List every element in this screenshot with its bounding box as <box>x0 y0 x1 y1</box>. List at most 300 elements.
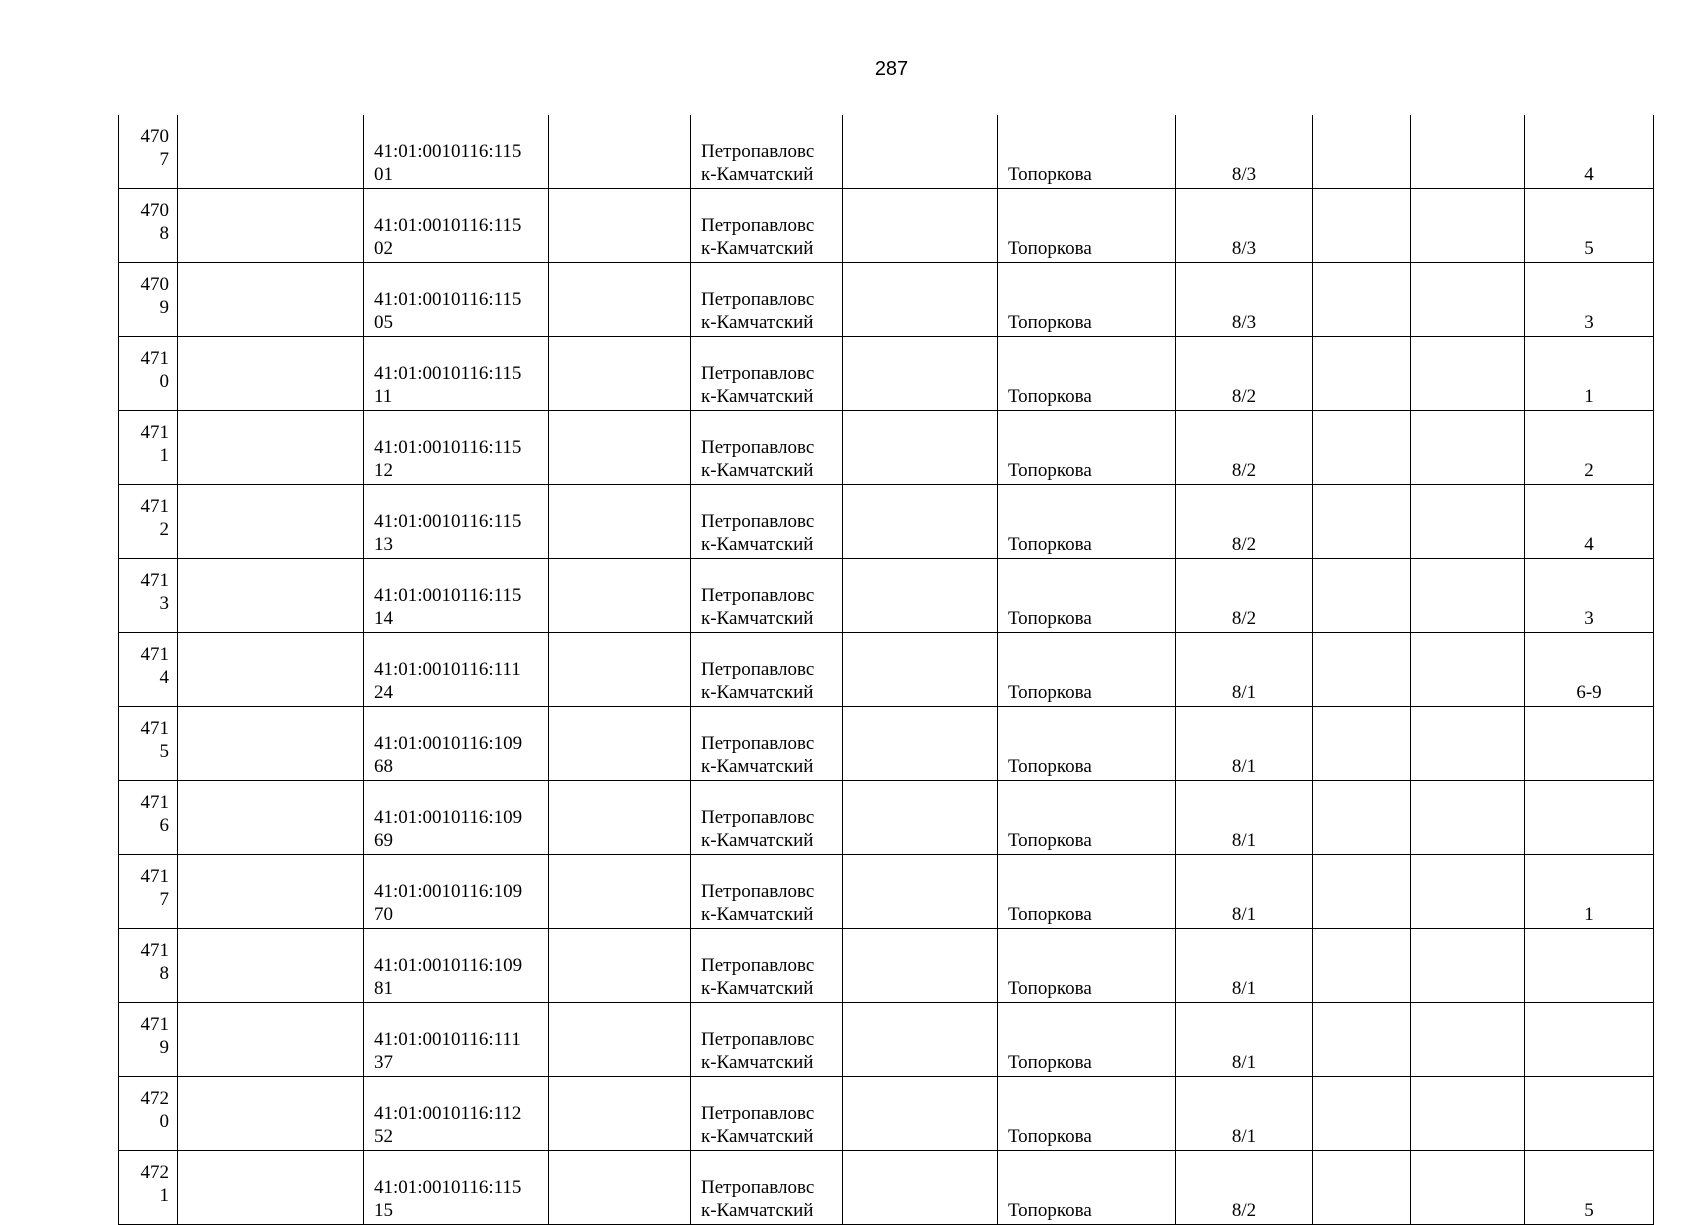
flat-cell <box>1525 115 1654 189</box>
row-number-line: 471 <box>140 866 169 887</box>
empty-cell <box>1411 189 1525 263</box>
empty-cell <box>843 855 998 929</box>
city-cell <box>691 781 843 855</box>
city-cell <box>691 189 843 263</box>
empty-cell <box>1313 1151 1411 1225</box>
empty-cell <box>1411 1151 1525 1225</box>
street-text: Топоркова <box>1008 978 1092 999</box>
row-number-cell <box>119 559 178 633</box>
empty-cell <box>1411 1003 1525 1077</box>
empty-cell <box>549 337 691 411</box>
house-text: 8/1 <box>1231 1052 1257 1073</box>
city-cell <box>691 411 843 485</box>
row-number-cell <box>119 855 178 929</box>
empty-cell <box>1313 929 1411 1003</box>
empty-cell <box>843 707 998 781</box>
cadastral-number-line: 41:01:0010116:109 <box>374 733 523 754</box>
street-text: Топоркова <box>1008 1200 1092 1221</box>
house-cell <box>1176 1151 1313 1225</box>
flat-cell <box>1525 855 1654 929</box>
empty-cell <box>178 411 364 485</box>
empty-cell <box>549 115 691 189</box>
cadastral-number-cell <box>364 1003 549 1077</box>
row-number-line: 0 <box>159 371 169 392</box>
city-line: к-Камчатский <box>701 460 814 481</box>
street-text: Топоркова <box>1008 608 1092 629</box>
empty-cell <box>1313 189 1411 263</box>
row-number-line: 1 <box>159 445 169 466</box>
row-number-cell <box>119 929 178 1003</box>
row-number-cell <box>119 485 178 559</box>
city-line: к-Камчатский <box>701 830 814 851</box>
empty-cell <box>549 485 691 559</box>
city-cell <box>691 559 843 633</box>
house-cell <box>1176 485 1313 559</box>
empty-cell <box>1411 411 1525 485</box>
flat-text: 3 <box>1584 312 1594 333</box>
flat-text: 5 <box>1584 238 1594 259</box>
flat-cell <box>1525 485 1654 559</box>
house-text: 8/2 <box>1231 386 1257 407</box>
table-row <box>119 559 1654 633</box>
street-text: Топоркова <box>1008 238 1092 259</box>
cadastral-number-cell <box>364 855 549 929</box>
street-cell <box>998 411 1176 485</box>
house-text: 8/1 <box>1231 756 1257 777</box>
city-line: Петропавловс <box>701 1029 815 1050</box>
cadastral-number-cell <box>364 633 549 707</box>
street-cell <box>998 707 1176 781</box>
empty-cell <box>843 1151 998 1225</box>
city-cell <box>691 485 843 559</box>
empty-cell <box>843 633 998 707</box>
empty-cell <box>178 781 364 855</box>
cadastral-number-cell <box>364 485 549 559</box>
empty-cell <box>1313 411 1411 485</box>
empty-cell <box>178 559 364 633</box>
empty-cell <box>1313 1003 1411 1077</box>
table-row <box>119 263 1654 337</box>
row-number-cell <box>119 263 178 337</box>
cadastral-number-line: 41:01:0010116:112 <box>374 1103 522 1124</box>
city-line: Петропавловс <box>701 1103 815 1124</box>
city-line: к-Камчатский <box>701 312 814 333</box>
street-cell <box>998 1077 1176 1151</box>
city-cell <box>691 1003 843 1077</box>
row-number-line: 4 <box>159 667 169 688</box>
row-number-cell <box>119 1003 178 1077</box>
table-row <box>119 189 1654 263</box>
empty-cell <box>1313 263 1411 337</box>
house-text: 8/1 <box>1231 682 1257 703</box>
house-cell <box>1176 929 1313 1003</box>
house-cell <box>1176 189 1313 263</box>
street-text: Топоркова <box>1008 164 1092 185</box>
empty-cell <box>1313 1077 1411 1151</box>
row-number-cell <box>119 411 178 485</box>
cadastral-number-line: 02 <box>374 238 393 259</box>
row-number-line: 1 <box>159 1185 169 1206</box>
house-cell <box>1176 1003 1313 1077</box>
empty-cell <box>1411 337 1525 411</box>
empty-cell <box>843 1077 998 1151</box>
city-line: Петропавловс <box>701 511 815 532</box>
street-text: Топоркова <box>1008 312 1092 333</box>
cadastral-number-cell <box>364 781 549 855</box>
cadastral-number-line: 41:01:0010116:109 <box>374 955 523 976</box>
city-cell <box>691 1151 843 1225</box>
city-cell <box>691 855 843 929</box>
row-number-cell <box>119 781 178 855</box>
house-cell <box>1176 559 1313 633</box>
empty-cell <box>843 189 998 263</box>
city-line: Петропавловс <box>701 659 815 680</box>
house-cell <box>1176 1077 1313 1151</box>
city-line: к-Камчатский <box>701 164 814 185</box>
empty-cell <box>1411 559 1525 633</box>
empty-cell <box>843 929 998 1003</box>
empty-cell <box>178 707 364 781</box>
row-number-cell <box>119 633 178 707</box>
row-number-line: 7 <box>159 149 169 170</box>
table-row <box>119 929 1654 1003</box>
empty-cell <box>178 337 364 411</box>
city-line: к-Камчатский <box>701 608 814 629</box>
flat-cell <box>1525 929 1654 1003</box>
city-line: к-Камчатский <box>701 534 814 555</box>
empty-cell <box>178 1003 364 1077</box>
street-text: Топоркова <box>1008 534 1092 555</box>
house-text: 8/2 <box>1231 608 1257 629</box>
row-number-cell <box>119 189 178 263</box>
row-number-line: 6 <box>159 815 169 836</box>
cadastral-number-cell <box>364 1077 549 1151</box>
city-line: к-Камчатский <box>701 1052 814 1073</box>
house-text: 8/2 <box>1231 460 1257 481</box>
row-number-line: 470 <box>140 200 169 221</box>
empty-cell <box>843 781 998 855</box>
street-cell <box>998 337 1176 411</box>
street-text: Топоркова <box>1008 904 1092 925</box>
house-text: 8/2 <box>1231 534 1257 555</box>
house-cell <box>1176 411 1313 485</box>
empty-cell <box>843 411 998 485</box>
cadastral-number-line: 41:01:0010116:109 <box>374 881 523 902</box>
row-number-line: 471 <box>140 496 169 517</box>
cadastral-number-cell <box>364 263 549 337</box>
row-number-cell <box>119 337 178 411</box>
table-row <box>119 115 1654 189</box>
city-line: к-Камчатский <box>701 238 814 259</box>
street-cell <box>998 115 1176 189</box>
flat-cell <box>1525 1003 1654 1077</box>
cadastral-number-line: 41:01:0010116:115 <box>374 289 522 310</box>
empty-cell <box>1411 633 1525 707</box>
city-line: Петропавловс <box>701 141 815 162</box>
street-text: Топоркова <box>1008 830 1092 851</box>
flat-text: 6-9 <box>1576 682 1602 703</box>
street-cell <box>998 633 1176 707</box>
empty-cell <box>1411 485 1525 559</box>
empty-cell <box>549 263 691 337</box>
empty-cell <box>178 1151 364 1225</box>
city-line: Петропавловс <box>701 1177 815 1198</box>
flat-text: 4 <box>1584 164 1594 185</box>
house-cell <box>1176 263 1313 337</box>
street-text: Топоркова <box>1008 1052 1092 1073</box>
table-row <box>119 485 1654 559</box>
city-cell <box>691 929 843 1003</box>
city-line: Петропавловс <box>701 955 815 976</box>
city-line: Петропавловс <box>701 807 815 828</box>
empty-cell <box>549 633 691 707</box>
empty-cell <box>1313 485 1411 559</box>
table-row <box>119 781 1654 855</box>
street-cell <box>998 1151 1176 1225</box>
house-cell <box>1176 115 1313 189</box>
empty-cell <box>178 189 364 263</box>
empty-cell <box>549 559 691 633</box>
flat-text: 4 <box>1584 534 1594 555</box>
row-number-line: 5 <box>159 741 169 762</box>
flat-cell <box>1525 411 1654 485</box>
empty-cell <box>1313 559 1411 633</box>
empty-cell <box>549 707 691 781</box>
house-cell <box>1176 855 1313 929</box>
cadastral-number-line: 01 <box>374 164 393 185</box>
table-row <box>119 633 1654 707</box>
city-line: Петропавловс <box>701 733 815 754</box>
city-line: к-Камчатский <box>701 978 814 999</box>
row-number-line: 470 <box>140 126 169 147</box>
empty-cell <box>1411 929 1525 1003</box>
flat-text: 3 <box>1584 608 1594 629</box>
cadastral-number-line: 81 <box>374 978 393 999</box>
row-number-cell <box>119 1077 178 1151</box>
row-number-line: 470 <box>140 274 169 295</box>
house-cell <box>1176 337 1313 411</box>
row-number-cell <box>119 115 178 189</box>
cadastral-number-line: 15 <box>374 1200 393 1221</box>
house-cell <box>1176 781 1313 855</box>
row-number-line: 9 <box>159 1037 169 1058</box>
street-cell <box>998 1003 1176 1077</box>
empty-cell <box>843 485 998 559</box>
flat-cell <box>1525 1151 1654 1225</box>
city-line: к-Камчатский <box>701 386 814 407</box>
empty-cell <box>178 485 364 559</box>
empty-cell <box>178 263 364 337</box>
city-cell <box>691 633 843 707</box>
street-cell <box>998 263 1176 337</box>
row-number-line: 471 <box>140 570 169 591</box>
cadastral-number-line: 41:01:0010116:115 <box>374 141 522 162</box>
cadastral-number-line: 37 <box>374 1052 393 1073</box>
street-cell <box>998 485 1176 559</box>
flat-cell <box>1525 337 1654 411</box>
street-cell <box>998 929 1176 1003</box>
empty-cell <box>178 115 364 189</box>
empty-cell <box>549 1003 691 1077</box>
row-number-line: 471 <box>140 792 169 813</box>
cadastral-number-line: 41:01:0010116:111 <box>374 1029 521 1050</box>
row-number-line: 472 <box>140 1162 169 1183</box>
row-number-line: 0 <box>159 1111 169 1132</box>
empty-cell <box>1313 707 1411 781</box>
cadastral-number-cell <box>364 559 549 633</box>
row-number-line: 472 <box>140 1088 169 1109</box>
row-number-line: 2 <box>159 519 169 540</box>
row-number-line: 471 <box>140 1014 169 1035</box>
cadastral-number-line: 24 <box>374 682 393 703</box>
flat-cell <box>1525 1077 1654 1151</box>
empty-cell <box>178 633 364 707</box>
page-number: 287 <box>874 58 909 80</box>
cadastral-number-line: 41:01:0010116:115 <box>374 585 522 606</box>
empty-cell <box>843 115 998 189</box>
cadastral-number-line: 52 <box>374 1126 393 1147</box>
house-text: 8/1 <box>1231 978 1257 999</box>
cadastral-number-line: 41:01:0010116:111 <box>374 659 521 680</box>
city-line: Петропавловс <box>701 437 815 458</box>
cadastral-number-cell <box>364 189 549 263</box>
empty-cell <box>1411 855 1525 929</box>
street-text: Топоркова <box>1008 682 1092 703</box>
empty-cell <box>843 1003 998 1077</box>
city-line: Петропавловс <box>701 585 815 606</box>
table-row <box>119 855 1654 929</box>
house-text: 8/3 <box>1231 164 1257 185</box>
empty-cell <box>178 855 364 929</box>
cadastral-number-line: 41:01:0010116:115 <box>374 511 522 532</box>
house-text: 8/1 <box>1231 830 1257 851</box>
empty-cell <box>843 263 998 337</box>
empty-cell <box>178 1077 364 1151</box>
flat-text: 5 <box>1584 1200 1594 1221</box>
row-number-line: 471 <box>140 644 169 665</box>
row-number-cell <box>119 1151 178 1225</box>
city-line: Петропавловс <box>701 363 815 384</box>
house-text: 8/1 <box>1231 1126 1257 1147</box>
cadastral-number-cell <box>364 115 549 189</box>
cadastral-number-line: 14 <box>374 608 393 629</box>
empty-cell <box>549 1151 691 1225</box>
empty-cell <box>1313 633 1411 707</box>
city-line: к-Камчатский <box>701 756 814 777</box>
cadastral-number-line: 41:01:0010116:109 <box>374 807 523 828</box>
street-text: Топоркова <box>1008 756 1092 777</box>
flat-text: 2 <box>1584 460 1594 481</box>
row-number-line: 3 <box>159 593 169 614</box>
street-text: Топоркова <box>1008 460 1092 481</box>
house-text: 8/1 <box>1231 904 1257 925</box>
city-line: к-Камчатский <box>701 1200 814 1221</box>
empty-cell <box>1313 337 1411 411</box>
city-line: к-Камчатский <box>701 682 814 703</box>
house-text: 8/3 <box>1231 312 1257 333</box>
city-line: Петропавловс <box>701 215 815 236</box>
empty-cell <box>549 411 691 485</box>
empty-cell <box>1313 115 1411 189</box>
cadastral-number-line: 05 <box>374 312 393 333</box>
empty-cell <box>1313 781 1411 855</box>
empty-cell <box>549 855 691 929</box>
cadastral-number-line: 70 <box>374 904 393 925</box>
flat-cell <box>1525 559 1654 633</box>
street-text: Топоркова <box>1008 386 1092 407</box>
cadastral-number-cell <box>364 411 549 485</box>
cadastral-number-line: 41:01:0010116:115 <box>374 215 522 236</box>
cadastral-number-line: 11 <box>374 386 393 407</box>
row-number-line: 471 <box>140 422 169 443</box>
cadastral-number-cell <box>364 1151 549 1225</box>
flat-cell <box>1525 263 1654 337</box>
row-number-line: 9 <box>159 297 169 318</box>
registry-body <box>119 115 1654 1225</box>
cadastral-number-cell <box>364 707 549 781</box>
empty-cell <box>549 781 691 855</box>
flat-cell <box>1525 189 1654 263</box>
empty-cell <box>1313 855 1411 929</box>
empty-cell <box>843 559 998 633</box>
cadastral-number-line: 41:01:0010116:115 <box>374 363 522 384</box>
table-row <box>119 337 1654 411</box>
row-number-line: 8 <box>159 223 169 244</box>
cadastral-number-line: 12 <box>374 460 393 481</box>
cadastral-number-line: 41:01:0010116:115 <box>374 1177 522 1198</box>
flat-cell <box>1525 633 1654 707</box>
table-row <box>119 1151 1654 1225</box>
city-line: Петропавловс <box>701 881 815 902</box>
table-row <box>119 411 1654 485</box>
cadastral-number-line: 69 <box>374 830 393 851</box>
city-cell <box>691 1077 843 1151</box>
street-cell <box>998 855 1176 929</box>
street-cell <box>998 781 1176 855</box>
flat-cell <box>1525 781 1654 855</box>
empty-cell <box>843 337 998 411</box>
house-text: 8/3 <box>1231 238 1257 259</box>
registry-table <box>118 115 1654 1225</box>
empty-cell <box>1411 781 1525 855</box>
city-cell <box>691 707 843 781</box>
cadastral-number-line: 41:01:0010116:115 <box>374 437 522 458</box>
city-line: к-Камчатский <box>701 1126 814 1147</box>
row-number-line: 8 <box>159 963 169 984</box>
street-cell <box>998 189 1176 263</box>
cadastral-number-line: 68 <box>374 756 393 777</box>
table-row <box>119 1003 1654 1077</box>
row-number-line: 471 <box>140 718 169 739</box>
row-number-line: 471 <box>140 940 169 961</box>
city-line: к-Камчатский <box>701 904 814 925</box>
city-cell <box>691 263 843 337</box>
city-cell <box>691 337 843 411</box>
empty-cell <box>1411 263 1525 337</box>
flat-text: 1 <box>1584 386 1594 407</box>
table-row <box>119 1077 1654 1151</box>
row-number-cell <box>119 707 178 781</box>
empty-cell <box>549 1077 691 1151</box>
cadastral-number-cell <box>364 337 549 411</box>
empty-cell <box>549 189 691 263</box>
flat-text: 1 <box>1584 904 1594 925</box>
table-row <box>119 707 1654 781</box>
street-text: Топоркова <box>1008 1126 1092 1147</box>
empty-cell <box>549 929 691 1003</box>
house-cell <box>1176 633 1313 707</box>
empty-cell <box>178 929 364 1003</box>
